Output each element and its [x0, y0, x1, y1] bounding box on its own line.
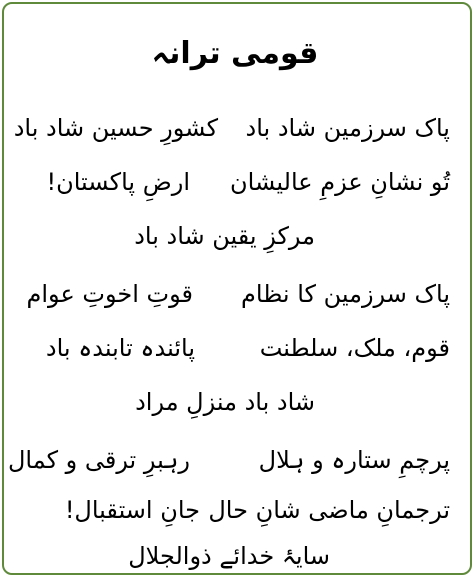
stanza-2-line-2-right: قوم، ملک، سلطنت [259, 334, 450, 362]
page-title: قومی ترانہ [151, 36, 319, 71]
stanza-1-refrain: مرکزِ یقین شاد باد [134, 222, 315, 250]
stanza-3-line-2-left: جانِ استقبال! [64, 496, 200, 524]
stanza-3-line-1-left: رہبرِ ترقی و کمال [7, 446, 190, 474]
stanza-3-line-2-right: ترجمانِ ماضی شانِ حال [208, 496, 450, 524]
stanza-3-line-1-right: پرچمِ ستارہ و ہلال [258, 446, 450, 474]
stanza-3-refrain: سایۂ خدائے ذوالجلال [128, 542, 330, 570]
stanza-2-line-1-right: پاک سرزمین کا نظام [241, 280, 450, 308]
stanza-1-line-2-left: ارضِ پاکستان! [46, 168, 190, 196]
stanza-2-line-1-left: قوتِ اخوتِ عوام [26, 280, 193, 308]
stanza-1-line-1-left: کشورِ حسین شاد باد [13, 114, 218, 142]
stanza-2-line-2-left: پائندہ تابندہ باد [45, 334, 195, 362]
stanza-2-refrain: شاد باد منزلِ مراد [135, 388, 315, 416]
stanza-1-line-1-right: پاک سرزمین شاد باد [245, 114, 450, 142]
stanza-1-line-2-right: تُو نشانِ عزمِ عالیشان [230, 168, 450, 196]
